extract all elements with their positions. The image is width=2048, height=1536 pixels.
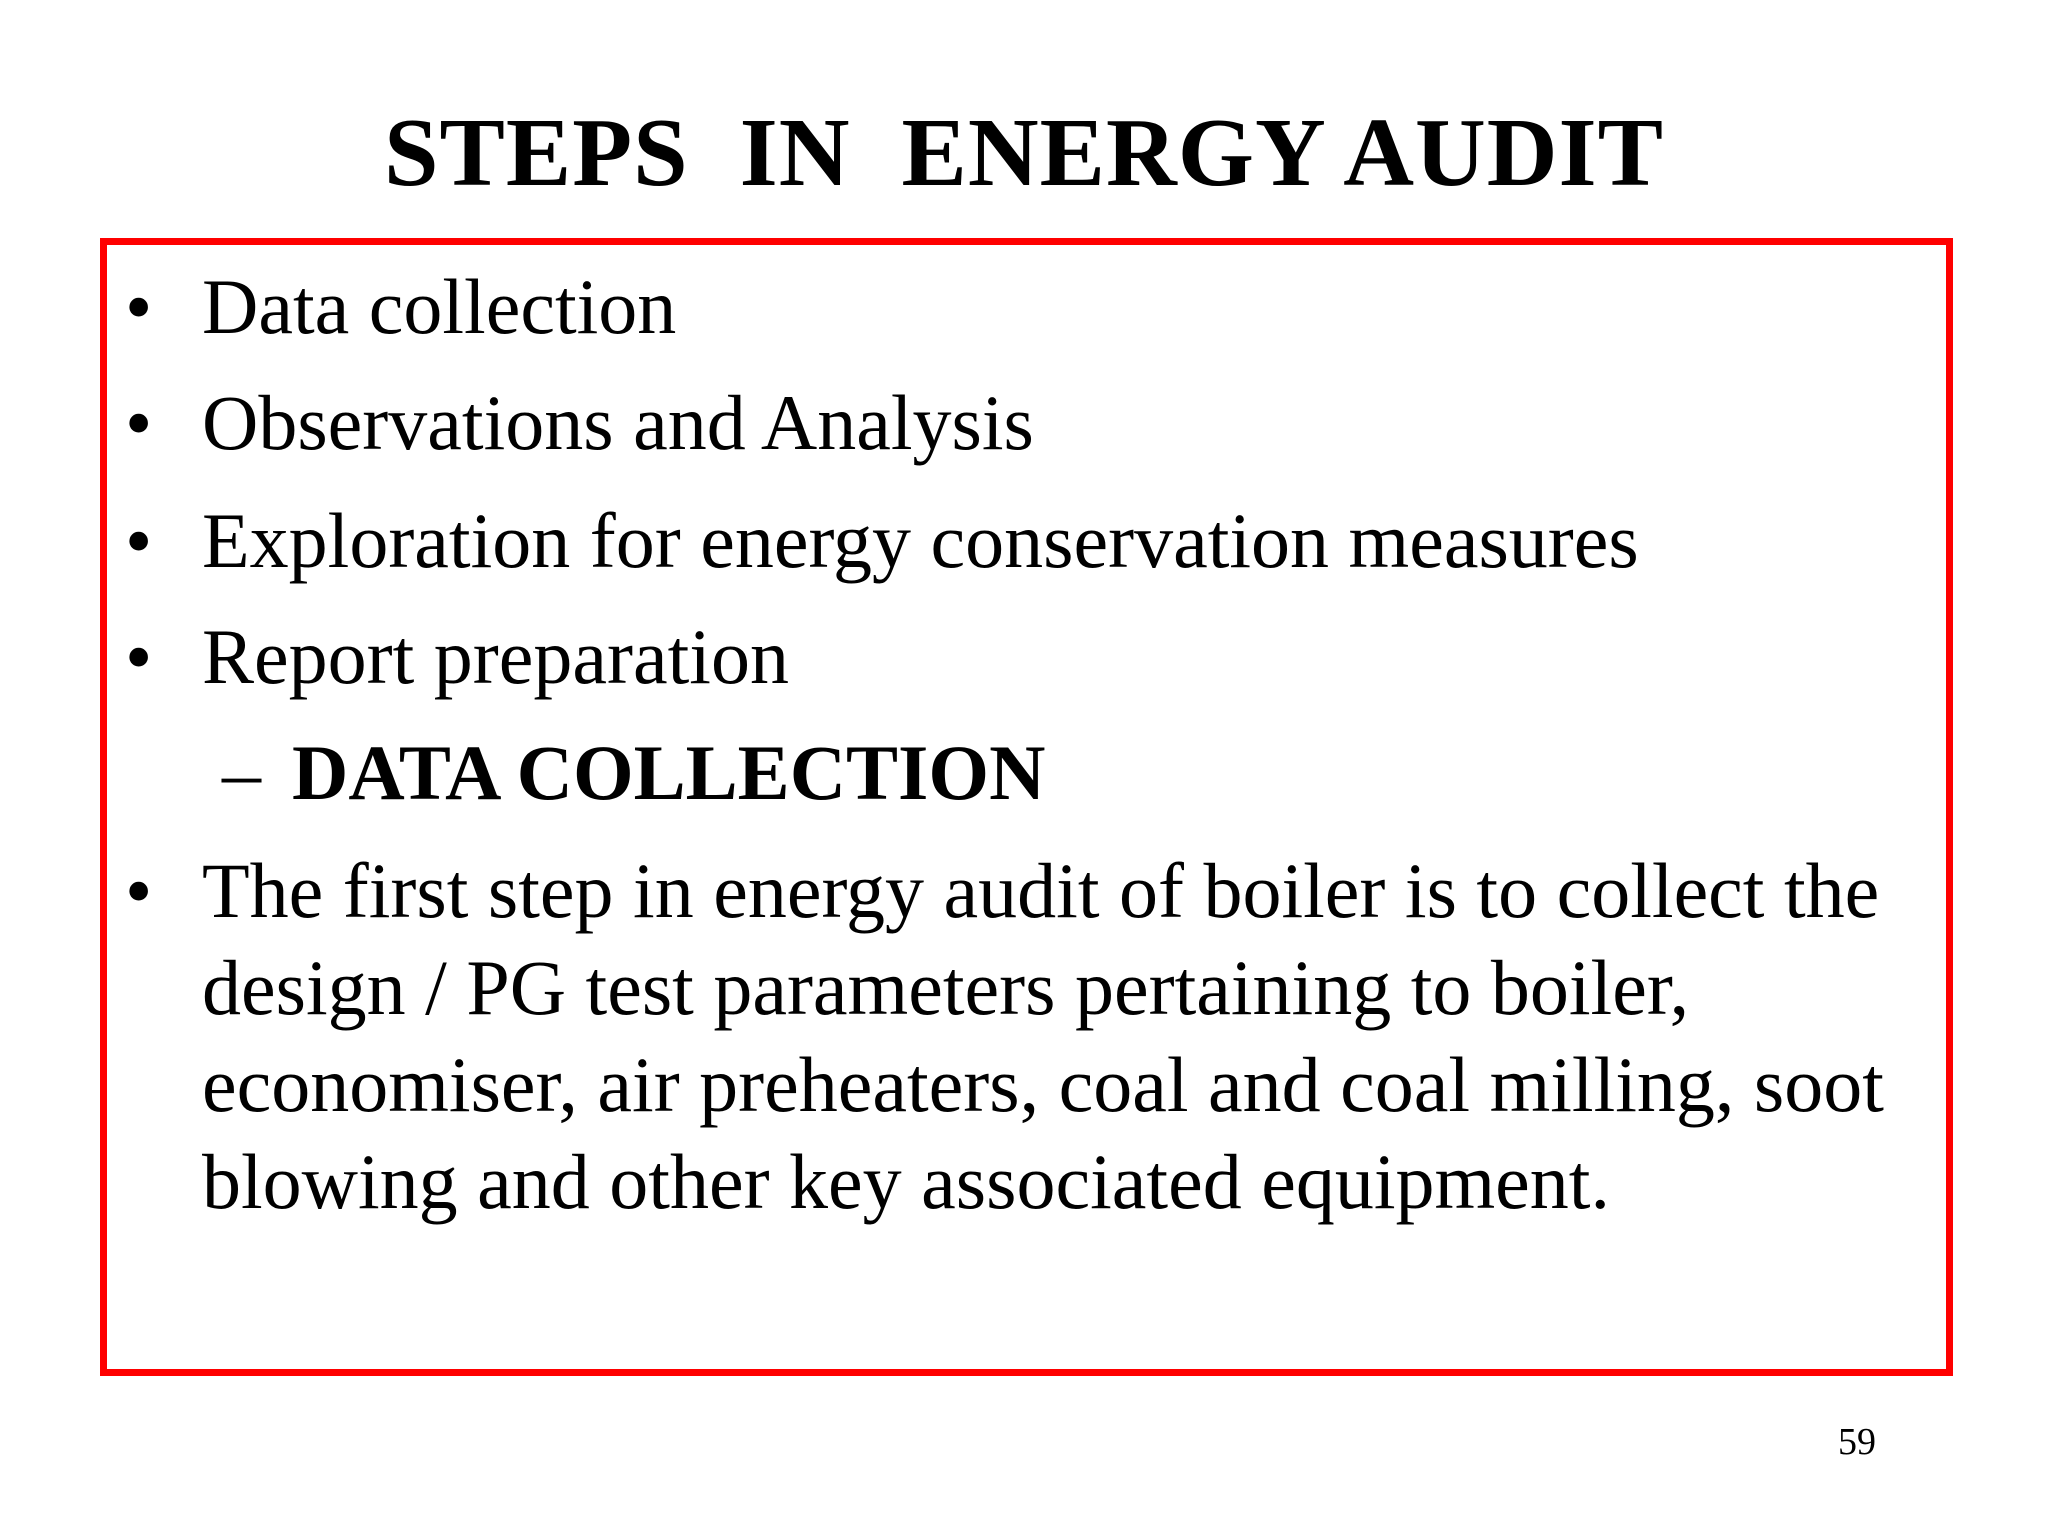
paragraph-line: blowing and other key associated equipment. (202, 1138, 1610, 1225)
dash-icon: – (222, 729, 261, 816)
bullet-text: Exploration for energy conservation measures (202, 497, 1639, 584)
bullet-icon: • (125, 497, 153, 584)
sub-list-item (222, 724, 1045, 821)
bullet-text: Data collection (202, 263, 677, 350)
paragraph-line: economiser, air preheaters, coal and coal milling, soot (202, 1041, 1884, 1128)
slide-title: STEPS IN ENERGY AUDIT (383, 99, 1665, 207)
bullet-text: Observations and Analysis (202, 379, 1034, 466)
bullet-icon: • (125, 263, 153, 350)
paragraph-line: The first step in energy audit of boiler is to collect the (202, 847, 1880, 934)
sub-item-text: DATA COLLECTION (292, 729, 1046, 816)
bullet-icon: • (125, 613, 153, 700)
bullet-icon: • (125, 847, 153, 934)
paragraph-line: design / PG test parameters pertaining to boiler, (202, 944, 1690, 1031)
page-number: 59 (1838, 1421, 1876, 1463)
bullet-icon: • (125, 379, 153, 466)
paragraph-text (202, 842, 1942, 1230)
bullet-text: Report preparation (202, 613, 789, 700)
